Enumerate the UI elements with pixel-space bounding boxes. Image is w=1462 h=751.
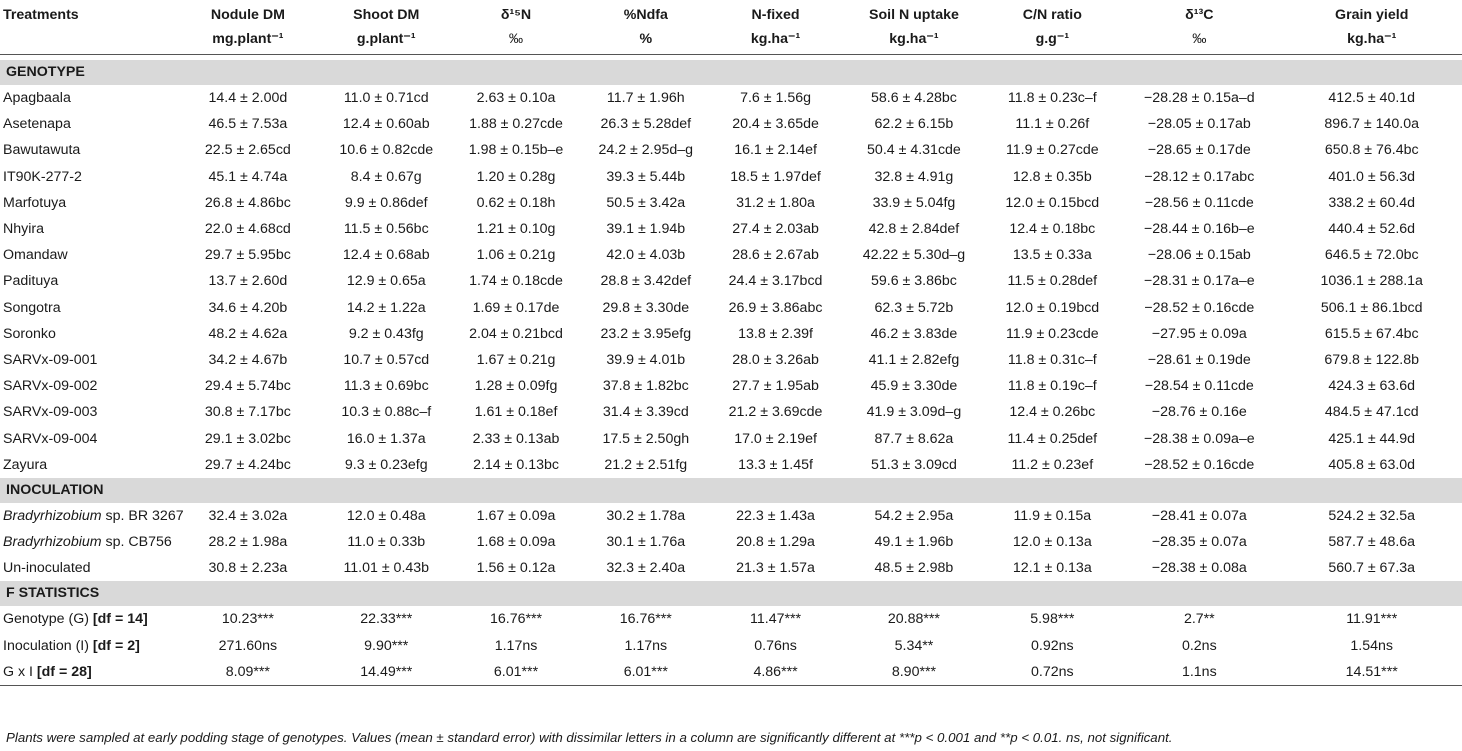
table-cell: 58.6 ± 4.28bc <box>870 90 957 107</box>
table-cell: 2.14 ± 0.13bc <box>473 456 559 473</box>
row-label-text: sp. BR 3267 <box>101 507 184 524</box>
table-cell: −28.52 ± 0.16cde <box>1144 299 1255 316</box>
unit-d13c: ‰ <box>1192 31 1207 47</box>
table-cell: 5.98*** <box>1030 611 1075 628</box>
table-cell: −28.44 ± 0.16b–e <box>1143 221 1255 238</box>
row-label: Padituya <box>3 273 59 290</box>
row-label <box>0 503 184 529</box>
table-cell: 12.8 ± 0.35b <box>1012 168 1092 185</box>
table-cell: 560.7 ± 67.3a <box>1328 560 1416 577</box>
table-cell: 29.8 ± 3.30de <box>602 299 690 316</box>
table-cell: 22.33*** <box>360 611 413 628</box>
row-label: Soronko <box>3 325 56 342</box>
table-cell: 17.0 ± 2.19ef <box>734 430 817 447</box>
col-header-d15n: δ¹⁵N <box>500 7 532 23</box>
table-cell: 20.4 ± 3.65de <box>732 116 819 133</box>
table-cell: 31.2 ± 1.80a <box>736 194 815 211</box>
row-label <box>0 659 174 686</box>
table-cell: 37.8 ± 1.82bc <box>602 378 689 395</box>
table-cell: 16.1 ± 2.14ef <box>734 142 817 159</box>
table-cell: 62.3 ± 5.72b <box>874 299 954 316</box>
table-cell: 46.2 ± 3.83de <box>870 325 958 342</box>
table-cell: 50.5 ± 3.42a <box>606 194 686 211</box>
row-label-text: Genotype (G) <box>3 611 93 628</box>
table-cell: 11.1 ± 0.26f <box>1015 116 1090 133</box>
table-row <box>0 111 1462 137</box>
table-row <box>0 268 1462 294</box>
table-row <box>0 347 1462 373</box>
table-cell: 11.2 ± 0.23ef <box>1011 456 1094 473</box>
table-cell: −28.41 ± 0.07a <box>1151 507 1247 524</box>
table-cell: 615.5 ± 67.4bc <box>1324 325 1419 342</box>
table-cell: 30.2 ± 1.78a <box>606 507 686 524</box>
table-cell: 6.01*** <box>451 659 581 686</box>
table-row <box>0 242 1462 268</box>
table-cell: 1.98 ± 0.15b–e <box>468 142 564 159</box>
table-cell: 41.9 ± 3.09d–g <box>866 404 962 421</box>
table-cell: 21.3 ± 1.57a <box>736 560 815 577</box>
table-cell: 32.3 ± 2.40a <box>606 560 686 577</box>
col-header-grain-yield: Grain yield <box>1335 7 1409 23</box>
table-cell: 17.5 ± 2.50gh <box>602 430 690 447</box>
unit-cn-ratio: g.g⁻¹ <box>1035 31 1070 47</box>
table-cell: 26.8 ± 4.86bc <box>204 194 291 211</box>
table-cell: 39.9 ± 4.01b <box>606 351 686 368</box>
table-cell: −28.61 ± 0.19de <box>1147 351 1251 368</box>
table-cell: 49.1 ± 1.96b <box>874 534 954 551</box>
table-cell: 31.4 ± 3.39cd <box>602 404 689 421</box>
data-table <box>0 2 1462 686</box>
unit-soil-n-uptake: kg.ha⁻¹ <box>889 31 939 47</box>
table-cell: −28.31 ± 0.17a–e <box>1143 273 1255 290</box>
table-cell: 679.8 ± 122.8b <box>1324 351 1419 368</box>
row-label <box>0 633 174 659</box>
table-cell: 1.67 ± 0.09a <box>476 507 556 524</box>
table-row <box>0 216 1462 242</box>
header-row <box>0 2 1462 28</box>
table-cell: −27.95 ± 0.09a <box>1151 325 1247 342</box>
table-cell: 11.91*** <box>1346 611 1398 628</box>
table-cell: 524.2 ± 32.5a <box>1328 507 1416 524</box>
unit-nodule-dm: mg.plant⁻¹ <box>212 31 284 47</box>
table-cell: −28.35 ± 0.07a <box>1151 534 1247 551</box>
table-cell: 28.0 ± 3.26ab <box>732 351 819 368</box>
table-cell: 29.4 ± 5.74bc <box>204 378 291 395</box>
table-cell: 5.34** <box>894 637 934 654</box>
table-cell: 8.90*** <box>840 659 987 686</box>
table-cell: 45.1 ± 4.74a <box>208 168 288 185</box>
section-label: F STATISTICS <box>0 581 1462 606</box>
table-row <box>0 529 1462 555</box>
col-header-n-fixed: N-fixed <box>751 7 800 23</box>
table-cell: −28.38 ± 0.08a <box>1151 560 1247 577</box>
table-cell: 14.51*** <box>1281 659 1462 686</box>
table-cell: 7.6 ± 1.56g <box>740 90 811 107</box>
section-header-row <box>0 478 1462 503</box>
table-cell: 405.8 ± 63.0d <box>1328 456 1416 473</box>
table-cell: 11.47*** <box>750 611 802 628</box>
table-cell: 1.21 ± 0.10g <box>476 221 556 238</box>
table-cell: 32.8 ± 4.91g <box>874 168 954 185</box>
table-cell: 11.0 ± 0.33b <box>347 534 426 551</box>
table-cell: 27.4 ± 2.03ab <box>732 221 819 238</box>
row-label: SARVx-09-002 <box>3 378 98 395</box>
table-cell: 14.49*** <box>321 659 451 686</box>
row-label-text: G x I <box>3 663 37 680</box>
table-cell: 13.3 ± 1.45f <box>738 456 813 473</box>
table-cell: −28.06 ± 0.15ab <box>1147 247 1251 264</box>
table-cell: 22.3 ± 1.43a <box>736 507 815 524</box>
table-cell: 45.9 ± 3.30de <box>870 378 958 395</box>
table-cell: 41.1 ± 2.82efg <box>868 351 960 368</box>
table-cell: 13.7 ± 2.60d <box>208 273 288 290</box>
table-cell: 1.74 ± 0.18cde <box>469 273 563 290</box>
table-cell: 0.92ns <box>1031 637 1074 654</box>
table-cell: 1.20 ± 0.28g <box>476 168 556 185</box>
table-cell: 59.6 ± 3.86bc <box>870 273 957 290</box>
table-cell: 424.3 ± 63.6d <box>1328 378 1416 395</box>
table-cell: 9.3 ± 0.23efg <box>344 456 428 473</box>
row-label: Asetenapa <box>3 116 71 133</box>
table-cell: 650.8 ± 76.4bc <box>1324 142 1419 159</box>
table-cell: 42.8 ± 2.84def <box>868 221 960 238</box>
table-cell: 42.0 ± 4.03b <box>606 247 686 264</box>
table-cell: −28.05 ± 0.17ab <box>1147 116 1251 133</box>
table-cell: 12.0 ± 0.13a <box>1012 534 1092 551</box>
table-cell: 1.69 ± 0.17de <box>472 299 560 316</box>
table-cell: −28.38 ± 0.09a–e <box>1143 430 1255 447</box>
row-label: SARVx-09-001 <box>3 351 98 368</box>
table-cell: 401.0 ± 56.3d <box>1328 168 1416 185</box>
table-row <box>0 295 1462 321</box>
table-cell: 11.9 ± 0.27cde <box>1005 142 1099 159</box>
table-cell: 1.56 ± 0.12a <box>476 560 556 577</box>
unit-d15n: ‰ <box>508 31 524 47</box>
table-row <box>0 503 1462 529</box>
table-cell: 0.2ns <box>1181 637 1217 654</box>
table-cell: 51.3 ± 3.09cd <box>870 456 957 473</box>
table-cell: 8.09*** <box>174 659 321 686</box>
table-cell: 29.7 ± 5.95bc <box>204 247 291 264</box>
row-label <box>0 529 174 555</box>
table-cell: 1.1ns <box>1117 659 1281 686</box>
table-cell: −28.54 ± 0.11cde <box>1144 378 1254 395</box>
table-cell: 271.60ns <box>218 637 278 654</box>
table-cell: 22.0 ± 4.68cd <box>204 221 291 238</box>
table-cell: 2.33 ± 0.13ab <box>472 430 560 447</box>
table-cell: 1.06 ± 0.21g <box>476 247 556 264</box>
table-row <box>0 555 1462 581</box>
unit-ndfa: % <box>639 31 653 47</box>
col-header-shoot-dm: Shoot DM <box>353 7 420 23</box>
table-cell: 11.8 ± 0.23c–f <box>1007 90 1097 107</box>
table-cell: 11.4 ± 0.25def <box>1007 430 1098 447</box>
row-label: SARVx-09-004 <box>3 430 98 447</box>
table-cell: 20.8 ± 1.29a <box>736 534 815 551</box>
col-header-treatments: Treatments <box>3 7 79 23</box>
table-cell: 1.68 ± 0.09a <box>476 534 556 551</box>
table-cell: 54.2 ± 2.95a <box>874 507 954 524</box>
section-header-row <box>0 60 1462 85</box>
section-header-row <box>0 581 1462 606</box>
table-cell: 12.0 ± 0.19bcd <box>1005 299 1100 316</box>
table-row <box>0 633 1462 659</box>
table-cell: 10.7 ± 0.57cd <box>343 351 430 368</box>
table-row <box>0 373 1462 399</box>
table-cell: 1.17ns <box>624 637 668 654</box>
table-cell: 34.6 ± 4.20b <box>208 299 288 316</box>
table-cell: 440.4 ± 52.6d <box>1328 221 1416 238</box>
table-cell: 1.88 ± 0.27cde <box>469 116 563 133</box>
table-cell: −28.76 ± 0.16e <box>1151 404 1247 421</box>
table-cell: 48.5 ± 2.98b <box>874 560 954 577</box>
col-header-soil-n-uptake: Soil N uptake <box>869 7 959 23</box>
unit-row <box>0 28 1462 55</box>
table-row <box>0 425 1462 451</box>
unit-shoot-dm: g.plant⁻¹ <box>356 31 416 47</box>
table-cell: 1.54ns <box>1350 637 1394 654</box>
row-label <box>0 606 174 632</box>
table-cell: 11.9 ± 0.23cde <box>1005 325 1099 342</box>
table-row <box>0 137 1462 163</box>
table-cell: 10.23*** <box>221 611 274 628</box>
table-row <box>0 606 1462 632</box>
table-cell: 28.6 ± 2.67ab <box>732 247 819 264</box>
table-cell: 18.5 ± 1.97def <box>730 168 821 185</box>
table-cell: 28.2 ± 1.98a <box>208 534 288 551</box>
table-cell: 23.2 ± 3.95efg <box>600 325 692 342</box>
table-cell: 12.0 ± 0.15bcd <box>1005 194 1100 211</box>
table-row <box>0 399 1462 425</box>
table-cell: 29.7 ± 4.24bc <box>204 456 291 473</box>
table-cell: 8.4 ± 0.67g <box>350 168 422 185</box>
table-cell: 1.28 ± 0.09fg <box>474 378 558 395</box>
table-cell: 11.8 ± 0.31c–f <box>1007 351 1097 368</box>
table-cell: 0.72ns <box>987 659 1117 686</box>
table-cell: 2.04 ± 0.21bcd <box>469 325 563 342</box>
table-cell: 11.5 ± 0.28def <box>1007 273 1098 290</box>
row-label-text: Un-inoculated <box>3 560 91 577</box>
col-header-d13c: δ¹³C <box>1185 7 1214 23</box>
table-cell: 1.61 ± 0.18ef <box>474 404 558 421</box>
table-cell: 42.22 ± 5.30d–g <box>862 247 966 264</box>
table-cell: 6.01*** <box>581 659 711 686</box>
table-cell: 412.5 ± 40.1d <box>1328 90 1416 107</box>
table-cell: 0.76ns <box>754 637 797 654</box>
table-cell: 896.7 ± 140.0a <box>1324 116 1419 133</box>
table-cell: 12.4 ± 0.60ab <box>342 116 430 133</box>
table-cell: 12.4 ± 0.26bc <box>1009 404 1096 421</box>
table-cell: 2.63 ± 0.10a <box>476 90 556 107</box>
table-cell: 39.3 ± 5.44b <box>606 168 686 185</box>
table-cell: 12.9 ± 0.65a <box>346 273 426 290</box>
table-cell: 20.88*** <box>887 611 940 628</box>
table-cell: 9.2 ± 0.43fg <box>348 325 424 342</box>
table-cell: 21.2 ± 3.69cde <box>728 404 823 421</box>
table-row <box>0 190 1462 216</box>
table-cell: 11.3 ± 0.69bc <box>343 378 429 395</box>
table-cell: 14.4 ± 2.00d <box>208 90 288 107</box>
table-cell: 11.01 ± 0.43b <box>343 560 430 577</box>
table-cell: 39.1 ± 1.94b <box>606 221 686 238</box>
row-label-text: sp. CB756 <box>101 534 172 551</box>
table-cell: 12.4 ± 0.68ab <box>342 247 430 264</box>
table-cell: 12.0 ± 0.48a <box>346 507 426 524</box>
table-cell: 0.62 ± 0.18h <box>476 194 556 211</box>
row-label-text: Inoculation (I) <box>3 637 93 654</box>
table-cell: −28.28 ± 0.15a–d <box>1143 90 1255 107</box>
table-cell: 30.8 ± 7.17bc <box>204 404 291 421</box>
table-cell: 50.4 ± 4.31cde <box>867 142 961 159</box>
table-row <box>0 452 1462 478</box>
table-cell: 9.90*** <box>364 637 409 654</box>
table-cell: 30.1 ± 1.76a <box>606 534 686 551</box>
table-cell: 4.86*** <box>711 659 841 686</box>
table-cell: 16.76*** <box>619 611 672 628</box>
row-label: Marfotuya <box>3 194 67 211</box>
unit-treatments <box>0 28 174 55</box>
table-cell: 87.7 ± 8.62a <box>874 430 954 447</box>
col-header-nodule-dm: Nodule DM <box>210 7 285 23</box>
df-label: [df = 2] <box>92 637 140 654</box>
table-cell: 338.2 ± 60.4d <box>1328 194 1416 211</box>
table-cell: 24.2 ± 2.95d–g <box>598 142 694 159</box>
table-cell: −28.52 ± 0.16cde <box>1144 456 1255 473</box>
table-cell: 13.8 ± 2.39f <box>738 325 813 342</box>
table-cell: 1.67 ± 0.21g <box>476 351 556 368</box>
table-cell: 425.1 ± 44.9d <box>1328 430 1416 447</box>
table-cell: 22.5 ± 2.65cd <box>204 142 291 159</box>
table-cell: 16.0 ± 1.37a <box>346 430 426 447</box>
table-cell: 10.6 ± 0.82cde <box>339 142 434 159</box>
table-cell: 62.2 ± 6.15b <box>874 116 954 133</box>
table-cell: 14.2 ± 1.22a <box>346 299 426 316</box>
table-cell: −28.56 ± 0.11cde <box>1144 194 1254 211</box>
row-label: Nhyira <box>3 221 44 238</box>
unit-grain-yield: kg.ha⁻¹ <box>1347 31 1397 47</box>
section-label: GENOTYPE <box>0 60 1462 85</box>
table-cell: 48.2 ± 4.62a <box>208 325 288 342</box>
df-label: [df = 14] <box>92 611 148 628</box>
table-cell: 10.3 ± 0.88c–f <box>341 404 432 421</box>
row-label: Bawutawuta <box>3 142 81 159</box>
table-cell: 1036.1 ± 288.1a <box>1320 273 1423 290</box>
row-label <box>0 555 174 581</box>
table-cell: 32.4 ± 3.02a <box>208 507 288 524</box>
table-cell: 34.2 ± 4.67b <box>208 351 288 368</box>
table-row <box>0 85 1462 111</box>
table-cell: 506.1 ± 86.1bcd <box>1320 299 1423 316</box>
table-cell: 12.1 ± 0.13a <box>1012 560 1092 577</box>
table-cell: −28.65 ± 0.17de <box>1147 142 1251 159</box>
df-label: [df = 28] <box>36 663 92 680</box>
table-cell: 12.4 ± 0.18bc <box>1009 221 1096 238</box>
table-cell: 29.1 ± 3.02bc <box>204 430 291 447</box>
table-body <box>0 55 1462 686</box>
row-label: Zayura <box>3 456 48 473</box>
table-cell: 16.76*** <box>489 611 543 628</box>
table-footnote: Plants were sampled at early podding stage of genotypes. Values (mean ± standard error) with dissimilar letters in a column are significantly different at ***p < 0.001 and **p < 0.01. ns, not significant. <box>6 730 1173 745</box>
table-cell: 28.8 ± 3.42def <box>600 273 692 290</box>
table-cell: 11.8 ± 0.19c–f <box>1007 378 1097 395</box>
table-cell: 33.9 ± 5.04fg <box>872 194 956 211</box>
row-label: Apagbaala <box>3 90 71 107</box>
table-cell: 26.3 ± 5.28def <box>600 116 692 133</box>
table-row <box>0 164 1462 190</box>
section-label: INOCULATION <box>0 478 1462 503</box>
table-cell: 13.5 ± 0.33a <box>1012 247 1092 264</box>
row-label: Omandaw <box>3 247 68 264</box>
row-label: IT90K-277-2 <box>3 168 82 185</box>
table-cell: 2.7** <box>1183 611 1215 628</box>
col-header-ndfa: %Ndfa <box>623 7 668 23</box>
table-cell: 21.2 ± 2.51fg <box>604 456 688 473</box>
table-row <box>0 321 1462 347</box>
unit-n-fixed: kg.ha⁻¹ <box>750 31 801 47</box>
table-cell: 24.4 ± 3.17bcd <box>728 273 823 290</box>
table-cell: −28.12 ± 0.17abc <box>1144 168 1255 185</box>
table-cell: 9.9 ± 0.86def <box>344 194 428 211</box>
table-cell: 11.9 ± 0.15a <box>1013 507 1092 524</box>
table-cell: 27.7 ± 1.95ab <box>732 378 819 395</box>
table-cell: 30.8 ± 2.23a <box>208 560 288 577</box>
row-label: SARVx-09-003 <box>3 404 98 421</box>
table-cell: 11.7 ± 1.96h <box>606 90 685 107</box>
table-cell: 484.5 ± 47.1cd <box>1324 404 1419 421</box>
table-cell: 11.0 ± 0.71cd <box>343 90 429 107</box>
table-row <box>0 659 1462 686</box>
table-cell: 1.17ns <box>494 637 538 654</box>
row-label-italic: Bradyrhizobium <box>3 534 102 551</box>
table-cell: 46.5 ± 7.53a <box>208 116 288 133</box>
table-cell: 587.7 ± 48.6a <box>1328 534 1416 551</box>
col-header-cn-ratio: C/N ratio <box>1022 7 1082 23</box>
row-label: Songotra <box>3 299 61 316</box>
table-cell: 11.5 ± 0.56bc <box>343 221 429 238</box>
table-cell: 646.5 ± 72.0bc <box>1324 247 1419 264</box>
row-label-italic: Bradyrhizobium <box>3 507 102 524</box>
table-cell: 26.9 ± 3.86abc <box>728 299 823 316</box>
